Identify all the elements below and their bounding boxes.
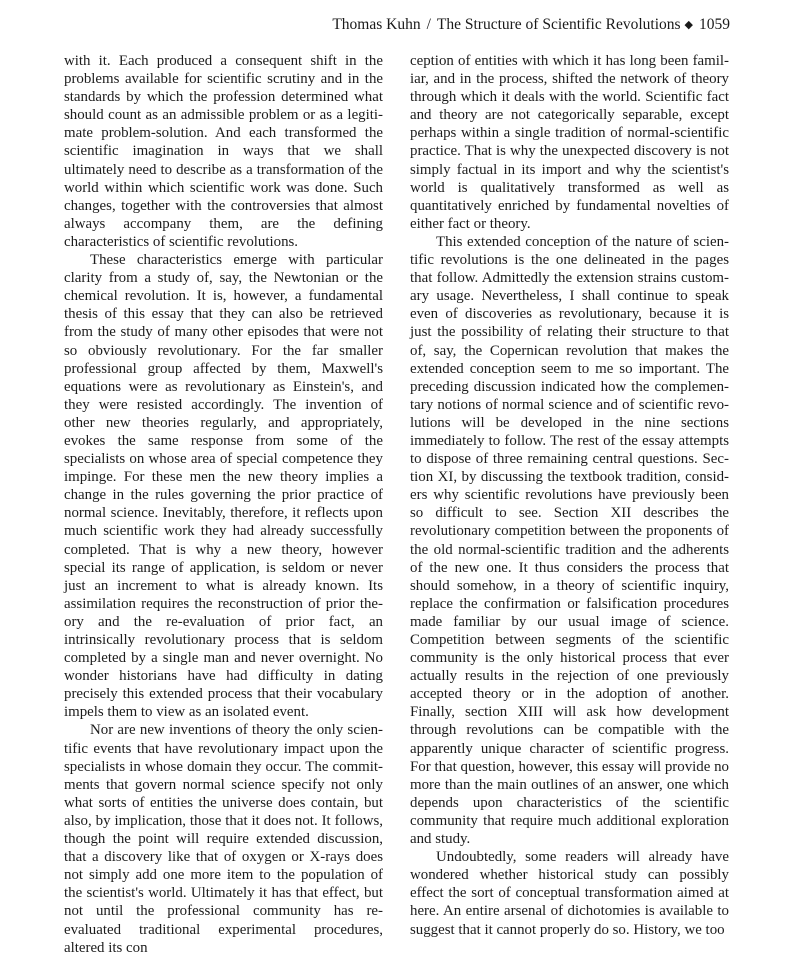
header-separator: /: [426, 16, 431, 33]
paragraph: with it. Each produced a consequent shift in the problems available for scientific scrutiny and in the standards by which the profession determined what should count as an admissible problem or as a legitimate problem-solution. And each transformed the scientific imagination in ways that we shall ultimately need to describe as a transformation of the world within which scientific work was done. Such changes, together with the controversies that almost always accompany them, are the defining characteristics of scientific revolutions.: [64, 53, 383, 250]
paragraph: These characteristics emerge with particular clarity from a study of, say, the Newtonian or the chemical revolution. It is, however, a fundamental thesis of this essay that they can also be retrieved from the study of many other episodes that were not so obviously revolutionary. For the far smaller professional group affected by them, Maxwell's equations were as revolutionary as Einstein's, and they were resisted accordingly. The invention of other new theories regularly, and appropriately, evokes the same response from some of the specialists on whose area of special competence they impinge. For these men the new theory implies a change in the rules governing the prior practice of normal science. Inevitably, therefore, it reflects upon much scientific work they had already successfully completed. That is why a new theory, however special its range of application, is seldom or never just an increment to what is already known. Its assimilation requires the reconstruction of prior theory and the re-evaluation of prior fact, an intrinsically revolutionary process that is seldom completed by a single man and never overnight. No wonder historians have had difficulty in dating precisely this extended process that their vocabulary impels them to view as an isolated event.: [64, 252, 383, 721]
paragraph: This extended conception of the nature of scientific revolutions is the one delineated in the pages that follow. Admittedly the extension strains customary usage. Nevertheless, I shall continue to speak even of discoveries as revolutionary, because it is just the possibility of relating their structure to that of, say, the Copernican revolution that makes the extended conception seem to me so important. The preceding discussion indicated how the complementary notions of normal science and of scientific revolutions will be developed in the nine sections immediately to follow. The rest of the essay attempts to dispose of three remaining central questions. Section XI, by discussing the textbook tradition, considers why scientific revolutions have previously been so difficult to see. Section XII describes the revolutionary competition between the proponents of the old normal-scientific tradition and the adherents of the new one. It thus considers the process that should somehow, in a theory of scientific inquiry, replace the confirmation or falsification procedures made familiar by our usual image of science. Competition between segments of the scientific community is the only historical process that ever actually results in the rejection of one previously accepted theory or in the adoption of another. Finally, section XIII will ask how development through revolutions can be compatible with the apparently unique character of scientific progress. For that question, however, this essay will provide no more than the main outlines of an answer, one which depends upon characteristics of the scientific community that require much additional exploration and study.: [410, 233, 729, 848]
right-column: [410, 52, 729, 939]
header-author: Thomas Kuhn: [332, 16, 421, 33]
diamond-ornament-icon: ◆: [684, 19, 693, 31]
left-column: [64, 52, 383, 957]
paragraph: ception of entities with which it has long been familiar, and in the process, shifted the network of theory through which it deals with the world. Scientific fact and theory are not categorically separable, except perhaps within a single tradition of normal-scientific practice. That is why the unexpected discovery is not simply factual in its import and why the scientist's world is qualitatively transformed as well as quantitatively enriched by fundamental novelties of either fact or theory.: [410, 53, 729, 232]
header-title: The Structure of Scientific Revolutions: [436, 16, 681, 33]
paragraph: Undoubtedly, some readers will already have wondered whether historical study can possibly effect the sort of conceptual transformation aimed at here. An entire arsenal of dichotomies is available to suggest that it cannot properly do so. History, we too: [410, 849, 729, 938]
paragraph: Nor are new inventions of theory the only scientific events that have revolutionary impact upon the specialists in whose domain they occur. The commitments that govern normal science specify not only what sorts of entities the universe does contain, but also, by implication, those that it does not. It follows, though the point will require extended discussion, that a discovery like that of oxygen or X-rays does not simply add one more item to the population of the scientist's world. Ultimately it has that effect, but not until the professional community has re-evaluated traditional experimental procedures, altered its con: [64, 722, 383, 956]
running-head: [64, 16, 730, 40]
page-number: 1059: [699, 16, 730, 33]
